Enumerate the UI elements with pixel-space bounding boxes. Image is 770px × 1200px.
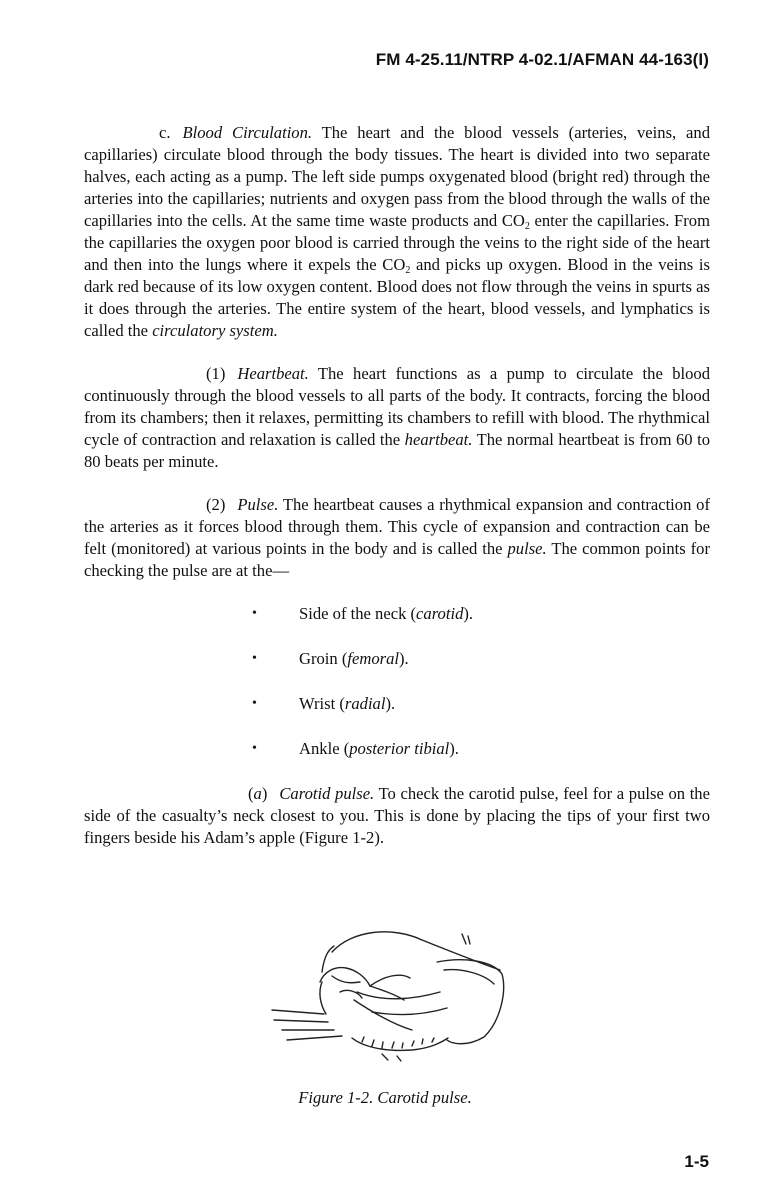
subscript-2: 2 xyxy=(524,221,530,232)
carotid-pulse-illustration xyxy=(262,922,512,1062)
carotid-letter: a xyxy=(253,784,262,803)
pulse-title: Pulse. xyxy=(237,495,279,514)
paragraph-pulse: (2) Pulse. The heartbeat causes a rhythmical expansion and contraction of the arteries as it forces blood through them. This cycle of expansion and contraction can be felt (monitored) at various points in the body and is called the pulse. The common points for checking the pulse are at the— xyxy=(84,495,710,580)
pulse-points-list xyxy=(84,603,710,760)
page-body xyxy=(84,122,710,870)
heartbeat-title: Heartbeat. xyxy=(237,364,309,383)
term-heartbeat: heartbeat. xyxy=(404,430,473,449)
paragraph-heartbeat: (1) Heartbeat. The heart functions as a pump to circulate the blood continuously through the blood vessels to all parts of the body. It contracts, forcing the blood from its chambers; then it relaxes, permitting its chambers to refill with blood. The rhythmical cycle of contraction and relaxation is called the heartbeat. The normal heartbeat is from 60 to 80 beats per minute. xyxy=(84,364,710,471)
list-item: • Ankle (posterior tibial). xyxy=(252,739,459,758)
pulse-number: (2) xyxy=(206,495,226,514)
term-pulse: pulse. xyxy=(507,539,547,558)
bullet-icon: • xyxy=(252,741,257,756)
paragraph-blood-circulation: c. Blood Circulation. The heart and the blood vessels (arteries, veins, and capillaries) circulate blood through the body tissues. The heart is divided into two separate halves, each acting as a pump. The left side pumps oxygenated blood (bright red) through the arteries into the capillaries; nutrients and oxygen pass from the blood through the walls of the capillaries into the cells. At the same time waste products and $CO_2$ enter the capillaries. From the capillaries the oxygen poor blood is carried through the veins to the right side of the heart and then into the lungs where it expels the $CO_2$ and picks up oxygen. Blood in the veins is dark red because of its low oxygen content. Blood does not flow through the veins in spurts as it does through the arteries. The entire system of the heart, blood vessels, and lymphatics is called the circulatory system. xyxy=(84,123,710,340)
section-title: Blood Circulation. xyxy=(182,123,313,142)
subscript-2: 2 xyxy=(405,265,411,276)
paragraph-carotid: (a) Carotid pulse. To check the carotid pulse, feel for a pulse on the side of the casualty’s neck closest to you. This is done by placing the tips of your first two fingers beside his Adam’s apple (Figure 1-2). xyxy=(84,784,710,847)
bullet-icon: • xyxy=(252,696,257,711)
bullet-icon: • xyxy=(252,606,257,621)
figure-caption: Figure 1-2. Carotid pulse. xyxy=(298,1088,472,1107)
running-header: FM 4-25.11/NTRP 4-02.1/AFMAN 44-163(I) xyxy=(375,50,709,69)
carotid-title: Carotid pulse. xyxy=(279,784,375,803)
carotid-pulse-drawing xyxy=(262,922,512,1062)
list-item: • Wrist (radial). xyxy=(252,694,396,713)
heartbeat-number: (1) xyxy=(206,364,226,383)
section-letter: c. xyxy=(159,123,171,142)
page-number: 1-5 xyxy=(684,1152,709,1171)
list-item: • Groin (femoral). xyxy=(252,649,409,668)
list-item: • Side of the neck (carotid). xyxy=(252,604,474,623)
bullet-icon: • xyxy=(252,651,257,666)
term-circulatory-system: circulatory system. xyxy=(152,321,278,340)
